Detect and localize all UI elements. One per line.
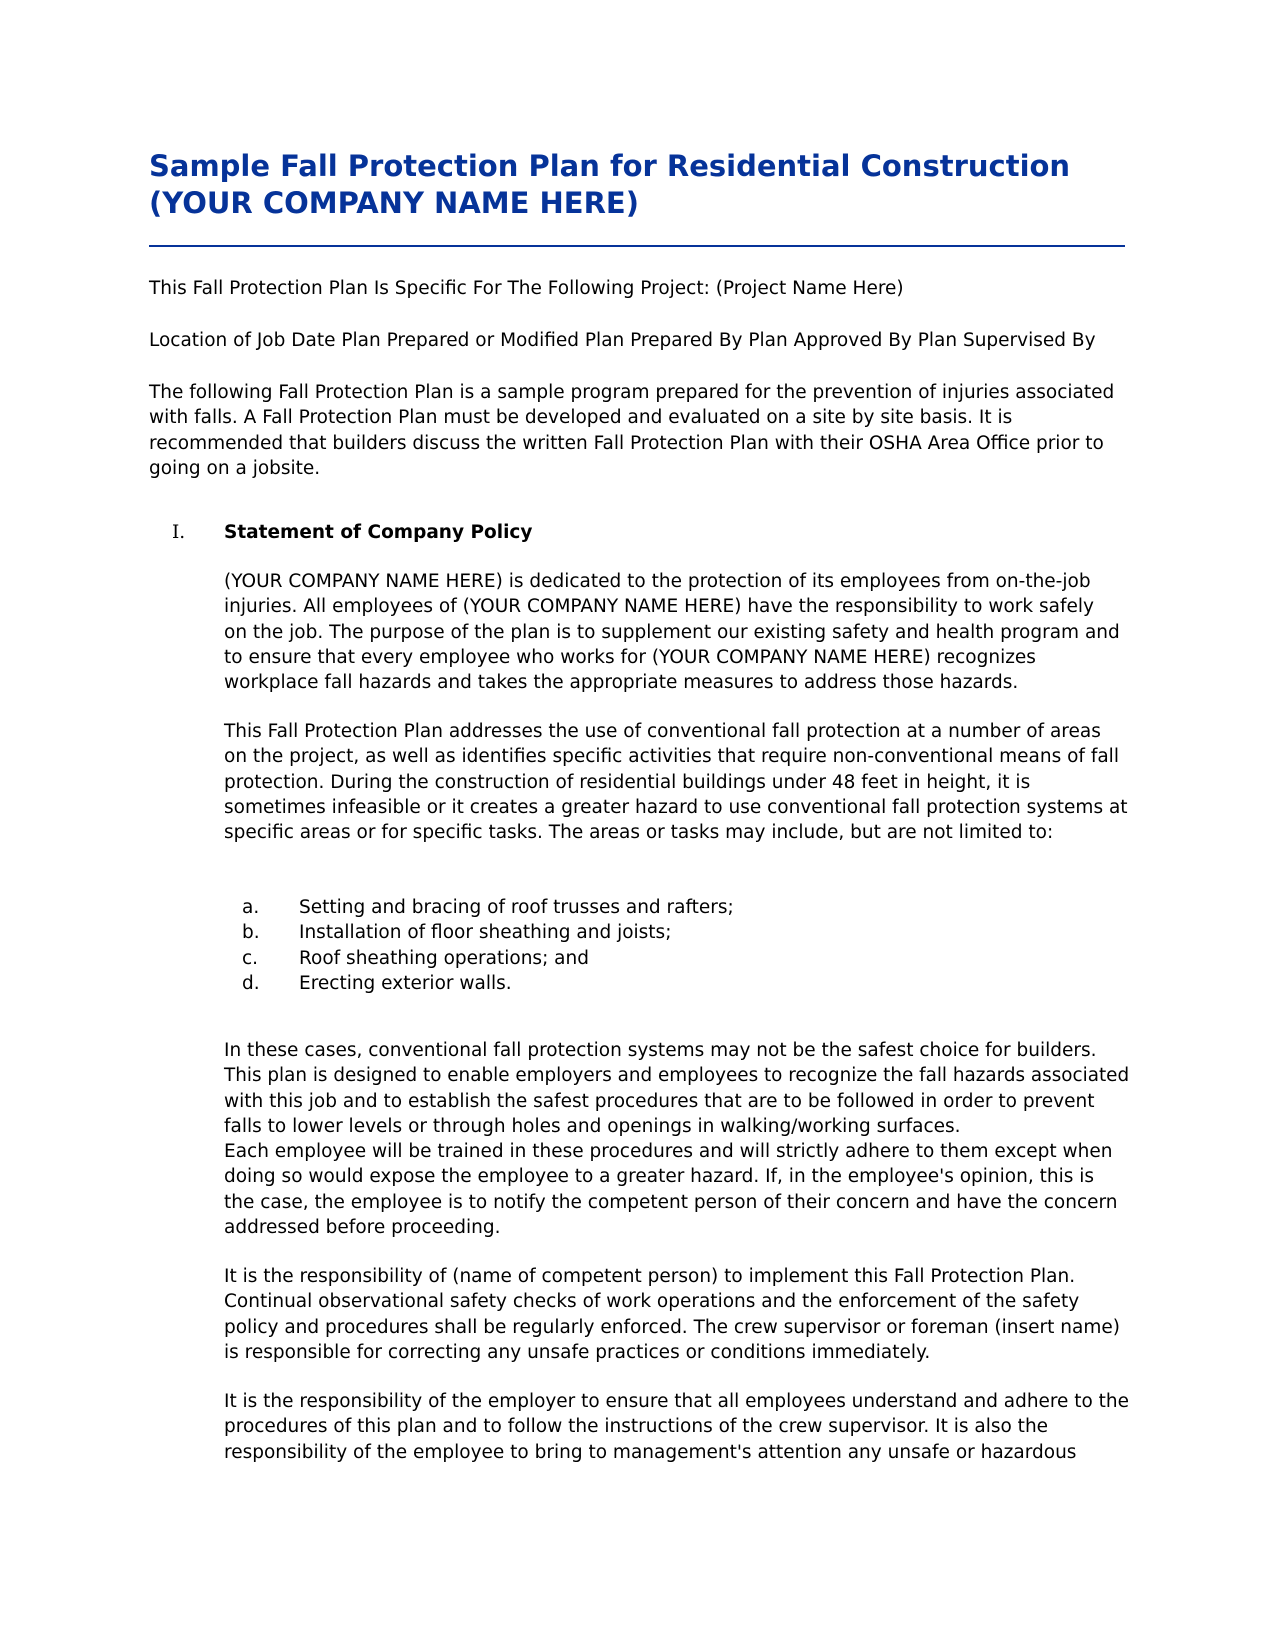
text-line: injuries. All employees of (YOUR COMPANY NAME HERE) have the responsibility to work safely: [224, 596, 1094, 618]
list-marker: d.: [242, 972, 260, 994]
list-item-text: Installation of floor sheathing and joists;: [299, 922, 672, 944]
text-line: procedures of this plan and to follow the instructions of the crew supervisor. It is also the: [224, 1416, 1049, 1438]
tasks-list: [224, 895, 1129, 996]
list-marker: b.: [242, 922, 260, 944]
text-line: Location of Job Date Plan Prepared or Modified Plan Prepared By Plan Approved By Plan Supervised By: [149, 330, 1096, 351]
list-item-text: Setting and bracing of roof trusses and rafters;: [299, 897, 734, 918]
page-title-line: Sample Fall Protection Plan for Residential Construction: [149, 149, 1071, 183]
list-item: [224, 946, 1129, 971]
text-line: responsibility of the employee to bring to management's attention any unsafe or hazardous: [224, 1441, 1077, 1463]
project-line: [149, 276, 1125, 301]
text-line: is responsible for correcting any unsafe practices or conditions immediately.: [224, 1341, 931, 1363]
text-line: The following Fall Protection Plan is a sample program prepared for the prevention of injuries associated: [149, 382, 1115, 403]
text-line: the case, the employee is to notify the competent person of their concern and have the concern: [224, 1191, 1118, 1213]
sample-paragraph: [149, 380, 1125, 481]
text-line: addressed before proceeding.: [224, 1217, 501, 1239]
text-line: workplace fall hazards and takes the appropriate measures to address those hazards.: [224, 672, 1019, 694]
scope-paragraph: [224, 719, 1129, 845]
text-line: protection. During the construction of residential buildings under 48 feet in height, it is: [224, 771, 1031, 793]
text-line: This Fall Protection Plan Is Specific For The Following Project: (Project Name Here): [149, 278, 904, 299]
policy-paragraph: [224, 569, 1129, 695]
text-line: It is the responsibility of (name of competent person) to implement this Fall Protection Plan.: [224, 1266, 1076, 1287]
text-line: In these cases, conventional fall protection systems may not be the safest choice for builders.: [224, 1040, 1097, 1061]
section-heading: [149, 520, 1125, 546]
list-marker: a.: [242, 897, 260, 918]
list-item-text: Erecting exterior walls.: [299, 972, 512, 994]
section-title: Statement of Company Policy: [224, 522, 533, 543]
text-line: sometimes infeasible or it creates a greater hazard to use conventional fall protection systems at: [224, 796, 1128, 818]
text-line: policy and procedures shall be regularly enforced. The crew supervisor or foreman (insert name): [224, 1316, 1120, 1338]
text-line: recommended that builders discuss the written Fall Protection Plan with their OSHA Area Office prior to: [149, 432, 1104, 454]
text-line: Continual observational safety checks of work operations and the enforcement of the safety: [224, 1291, 1080, 1313]
list-item: [224, 920, 1129, 945]
text-line: doing so would expose the employee to a greater hazard. If, in the employee's opinion, this is: [224, 1166, 1095, 1188]
list-item: [224, 895, 1129, 920]
text-line: This plan is designed to enable employers and employees to recognize the fall hazards associated: [224, 1065, 1130, 1087]
text-line: This Fall Protection Plan addresses the use of conventional fall protection at a number of areas: [224, 721, 1101, 742]
text-line: on the project, as well as identifies specific activities that require non-conventional means of fall: [224, 746, 1119, 768]
list-item-text: Roof sheathing operations; and: [299, 947, 589, 969]
text-line: to ensure that every employee who works for (YOUR COMPANY NAME HERE) recognizes: [224, 646, 1036, 668]
text-line: going on a jobsite.: [149, 457, 321, 479]
list-item: [224, 971, 1129, 996]
text-line: with falls. A Fall Protection Plan must be developed and evaluated on a site by site basis. It is: [149, 407, 1013, 429]
plan-fields-line: [149, 328, 1125, 353]
title-divider: [149, 245, 1125, 247]
competent-person-paragraph: [224, 1264, 1129, 1365]
text-line: falls to lower levels or through holes and openings in walking/working surfaces.: [224, 1115, 961, 1137]
page-title: [149, 148, 1129, 222]
section-numeral: I.: [172, 522, 186, 543]
text-line: on the job. The purpose of the plan is to supplement our existing safety and health program and: [224, 621, 1120, 643]
page-title-line: (YOUR COMPANY NAME HERE): [149, 186, 639, 220]
list-marker: c.: [242, 947, 259, 969]
text-line: (YOUR COMPANY NAME HERE) is dedicated to the protection of its employees from on-the-job: [224, 571, 1091, 592]
text-line: specific areas or for specific tasks. The areas or tasks may include, but are not limited to:: [224, 822, 1054, 844]
text-line: Each employee will be trained in these procedures and will strictly adhere to them except when: [224, 1141, 1113, 1163]
text-line: with this job and to establish the safest procedures that are to be followed in order to prevent: [224, 1090, 1095, 1112]
employer-responsibility-paragraph: [224, 1389, 1129, 1465]
hazards-paragraph: [224, 1038, 1129, 1240]
text-line: It is the responsibility of the employer to ensure that all employees understand and adhere to the: [224, 1391, 1129, 1412]
